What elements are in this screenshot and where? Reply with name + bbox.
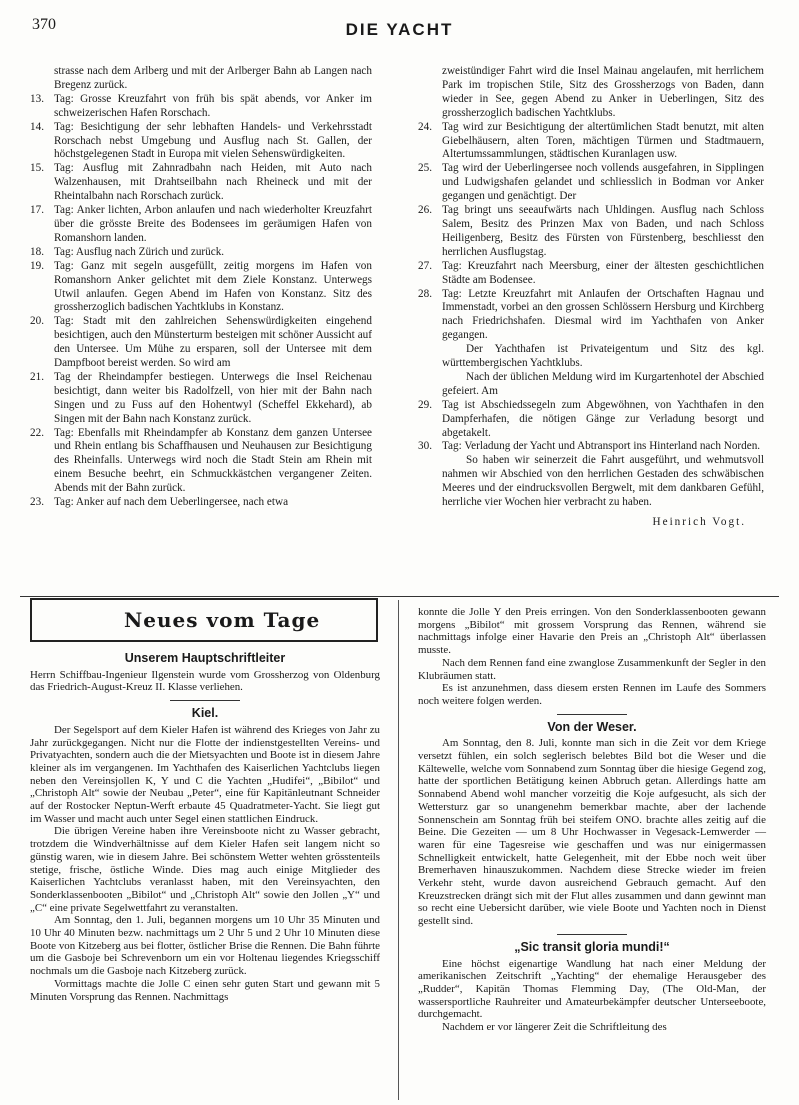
kiel-paragraph: Der Segelsport auf dem Kieler Hafen ist während des Krieges von Jahr zu Jahr zurückgegangen. Nicht nur die Flotte der indienstgestellten Vereins- und Privatyachten, sondern auch die der Mietsyachten und Boote ist in diesem Jahre kleiner als im vergangenen. Im Yachthafen des Kaiserlichen Yachtclubs liegen neben den Vereinsjollen K, Y und C die Yachten „Hudifei“, „Bibilot“ und „Christoph Alt“ sowie der Neubau „Peter“, eine für Kapitänleutnant Schneider auf der Rostocker Neptun-Werft erbaute 45 Quadratmeter-Yacht. Sie liegt gut im Wasser und macht auch unter Segel einen stattlichen Eindruck.	[30, 723, 380, 825]
short-rule	[170, 700, 240, 701]
farewell-note: Nach der üblichen Meldung wird im Kurgartenhotel der Abschied gefeiert. Am	[442, 370, 764, 397]
itinerary-day: 19. Tag: Ganz mit segeln ausgefüllt, zeitig morgens im Hafen von Romanshorn Anker gelichtet mit dem Ziele Konstanz. Unterwegs Utwil anlaufen. Gegen Abend im Hafen von Konstanz. Sitz des grossherzoglich badischen Yachtklubs in Konstanz.	[30, 259, 372, 314]
author-signature: Heinrich Vogt.	[652, 516, 746, 528]
itinerary-day: 29. Tag ist Abschiedssegeln zum Abgewöhnen, von Yachthafen in den Dampferhafen, die nötigen Gänge zur Verladung besorgt und abgetakelt.	[418, 398, 764, 439]
column-rule	[398, 600, 399, 1100]
section-title-box	[30, 598, 378, 642]
article-heading-kiel: Kiel.	[191, 706, 219, 721]
gloria-paragraph: Eine höchst eigenartige Wandlung hat nach einer Meldung der amerikanischen Zeitschrift „Yachting“ der ehemalige Herausgeber des „Rudder“, Kapitän Thomas Flemming Day, (The Old-Man, der wassersportliche Rauhreiter und Amateurbekämpfer deutscher Unterseeboote, durchgemacht.	[418, 957, 766, 1021]
kiel-paragraph: Die übrigen Vereine haben ihre Vereinsboote nicht zu Wasser gebracht, trotzdem die Windverhältnisse auf dem Kieler Hafen seit langem nicht so günstig waren, wie in diesem Jahre. Bei schönstem Wetter wehten grösstenteils stetige, frische, östliche Winde. Dies mag auch einige Mitglieder des Kaiserlichen Yachtclubs veranlasst haben, mit den Vereinsyachten, den Sonderklassenbooten „Bibilot“ und „Christoph Alt“ sowie den Jollen „Y“ und „C“ eine private Segelwettfahrt zu veranstalten.	[30, 825, 380, 914]
itinerary-day: 17. Tag: Anker lichten, Arbon anlaufen und nach wiederholter Kreuzfahrt über die grösste Breite des Bodensees im geräumigen Hafen von Romanshorn landen.	[30, 204, 372, 244]
kiel-paragraph: Nach dem Rennen fand eine zwanglose Zusammenkunft der Segler in den Klubräumen statt.	[418, 656, 766, 682]
itinerary-day: 27. Tag: Kreuzfahrt nach Meersburg, einer der ältesten geschichtlichen Städte am Bodensee.	[418, 259, 764, 286]
itinerary-day: 14. Tag: Besichtigung der sehr lebhaften Handels- und Verkehrsstadt Rorschach nebst Umgebung und Ausflug nach St. Gallen, der höchstgelegenen Stadt in Europa mit vielen Sehenswürdigkeiten.	[30, 120, 372, 161]
page-header	[26, 12, 773, 44]
kiel-paragraph: Vormittags machte die Jolle C einen sehr guten Start und gewann mit 5 Minuten Vorsprung das Rennen. Nachmittags	[30, 977, 380, 1003]
itinerary-day: 22. Tag: Ebenfalls mit Rheindampfer ab Konstanz dem ganzen Untersee und Rhein entlang bis Schaffhausen und Neuhausen zur Besichtigung des Rheinfalls. Unterwegs wird noch die Stadt Stein am Rhein mit einem Besuche beehrt, ein Schmuckkästchen vergangener Zeiten. Abends mit der Bahn zurück.	[30, 426, 372, 495]
article-heading-gloria: „Sic transit gloria mundi!“	[514, 939, 670, 954]
news-column-right	[418, 606, 766, 1034]
itinerary-day: 15. Tag: Ausflug mit Zahnradbahn nach Heiden, mit Auto nach Walzenhausen, mit Drahtseilbahn nach Rheineck und mit der Rheintalbahn nach Rorschach zurück.	[30, 162, 372, 203]
itinerary-day: 21. Tag der Rheindampfer bestiegen. Unterwegs die Insel Reichenau besichtigt, dann weiter bis Radolfzell, von hier mit der Bahn nach Singen und zu Fuss auf den Hohentwyl (Scheffel Ekkehard), ab Singen mit der Bahn nach Konstanz zurück.	[30, 370, 372, 425]
editor-paragraph: Herrn Schiffbau-Ingenieur Ilgenstein wurde vom Grossherzog von Oldenburg das Friedrich-August-Kreuz II. Klasse verliehen.	[30, 668, 380, 694]
itinerary-day: 26. Tag bringt uns seeaufwärts nach Uhldingen. Ausflug nach Schloss Salem, Besitz des Prinzen Max von Baden, und nach Schloss Heiligenberg, Besitz des Fürsten von Fürstenberg, beschliesst den herrlichen Ausflugstag.	[418, 204, 764, 258]
itinerary-day: 23. Tag: Anker auf nach dem Ueberlingersee, nach etwa	[30, 496, 289, 509]
itinerary-column-left	[30, 65, 372, 510]
weser-paragraph: Am Sonntag, den 8. Juli, konnte man sich in die Zeit vor dem Kriege versetzt fühlen, ein solch seglerisch belebtes Bild bot die Weser und die Kältewelle, welche vom Sonnabend zum Sonntag über die hiesige Gegend zog, hatte der sportlichen Betätigung keinen Abbruch getan. Allerdings hatte am Sonnabend Abend wohl mancher vorzeitig die Koje aufgesucht, als sich der Wettersturz gar so unangenehm bemerkbar machte, aber der lachende Sonnenschein am Sonntag früh bei steifem ONO. brachte alles zeitig auf die Beine. Die Gezeiten — um 8 Uhr Hochwasser in Vegesack-Lemwerder — waren für eine Tagesreise wie geschaffen und was nur einigermassen Schnelligkeit entwickelt, hatte Gelegenheit, mit der Ebbe noch weit über Bremerhaven hinauszukommen. Nachdem diese Strecke wieder im freien Verkehr steht, wurde davon ausreichend Gebrauch gemacht. Auf den Kreuzstrecken drängt sich mit der Flut alles zusammen und dann gewinnt man so recht eine Uebersicht darüber, wie viele Boote und Yachten noch in Dienst gestellt sind.	[418, 737, 766, 928]
short-rule	[557, 934, 627, 935]
itinerary-right-continuation: zweistündiger Fahrt wird die Insel Mainau angelaufen, mit herrlichem Park im tropischen Stile, Sitz des Grossherzogs von Baden, dann wieder in See, gegen Abend zu Anker in Ueberlingen, Sitz des grossherzoglich badischen Yachtklubs.	[442, 65, 764, 119]
article-heading-editor: Unserem Hauptschriftleiter	[124, 651, 286, 665]
itinerary-column-right	[418, 65, 764, 530]
itinerary-day: 24. Tag wird zur Besichtigung der altertümlichen Stadt benutzt, mit alten Giebelhäusern, alten Toren, mächtigen Türmen und Stadtmauern, Altertumssammlungen, städtischen Kuranlagen usw.	[418, 120, 764, 161]
short-rule	[557, 714, 627, 715]
section-title: Neues vom Tage	[124, 607, 321, 632]
itinerary-day: 18. Tag: Ausflug nach Zürich und zurück.	[30, 245, 225, 258]
itinerary-day: 28. Tag: Letzte Kreuzfahrt mit Anlaufen der Ortschaften Hagnau und Immenstadt, vorbei an den grossen Schlössern Hersburg und Kirchberg nach Friedrichshafen. Diesmal wird im Yachthafen von Anker gegangen.	[418, 287, 764, 342]
itinerary-day: 25. Tag wird der Ueberlingersee noch vollends ausgefahren, in Sipplingen und Ludwigshafen gelandet und schliesslich in Bodman vor Anker gegangen und genächtigt. Der	[418, 162, 764, 203]
section-divider	[20, 596, 779, 597]
kiel-paragraph: Es ist anzunehmen, dass diesem ersten Rennen im Laufe des Sommers noch weitere folgen werden.	[418, 682, 766, 707]
kiel-paragraph: Am Sonntag, den 1. Juli, begannen morgens um 10 Uhr 35 Minuten und 10 Uhr 40 Minuten bezw. nachmittags um 2 Uhr 5 und 2 Uhr 10 Minuten diese Boote von Kitzeberg aus bei flotter, östlicher Brise die Rennen. Die Bahn führte um die Gasboje bei Schrevenborn um ein vor Holtenau liegendes Kriegsschiff nochmals um die Gasboje nach Kitzeberg zurück.	[30, 914, 380, 978]
kiel-continuation: konnte die Jolle Y den Preis erringen. Von den Sonderklassenbooten gewann morgens „Bibilot“ mit grossem Vorsprung das Rennen, während sie nachmittags infolge einer Havarie den Preis an „Christoph Alt“ überlassen musste.	[418, 606, 766, 657]
itinerary-day: 20. Tag: Stadt mit den zahlreichen Sehenswürdigkeiten eingehend besichtigen, auch den Münsterturm besteigen mit schöner Aussicht auf den Untersee. Um Mühe zu ersparen, soll der Untersee mit dem Dampfboot bereist werden. So wird am	[30, 315, 372, 370]
article-heading-weser: Von der Weser.	[547, 719, 637, 734]
gloria-paragraph: Nachdem er vor längerer Zeit die Schriftleitung des	[442, 1021, 667, 1034]
harbor-note: Der Yachthafen ist Privateigentum und Sitz des kgl. württembergischen Yachtklubs.	[442, 343, 764, 370]
news-column-left	[30, 598, 380, 1003]
running-title: DIE YACHT	[345, 20, 454, 39]
itinerary-continuation: strasse nach dem Arlberg und mit der Arlberger Bahn ab Langen nach Bregenz zurück.	[54, 65, 372, 91]
itinerary-day: 30. Tag: Verladung der Yacht und Abtransport ins Hinterland nach Norden.	[418, 440, 761, 453]
itinerary-day: 13. Tag: Grosse Kreuzfahrt von früh bis spät abends, vor Anker im schweizerischen Hafen Rorschach.	[30, 92, 372, 119]
page-number: 370	[32, 16, 56, 33]
closing-paragraph: So haben wir seinerzeit die Fahrt ausgeführt, und wehmutsvoll nahmen wir Abschied von den herrlichen Gestaden des schwäbischen Meeres und der eindrucksvollen Bergwelt, mit dem dankbaren Gefühl, herrliche vier Wochen hier verbracht zu haben.	[442, 454, 764, 509]
